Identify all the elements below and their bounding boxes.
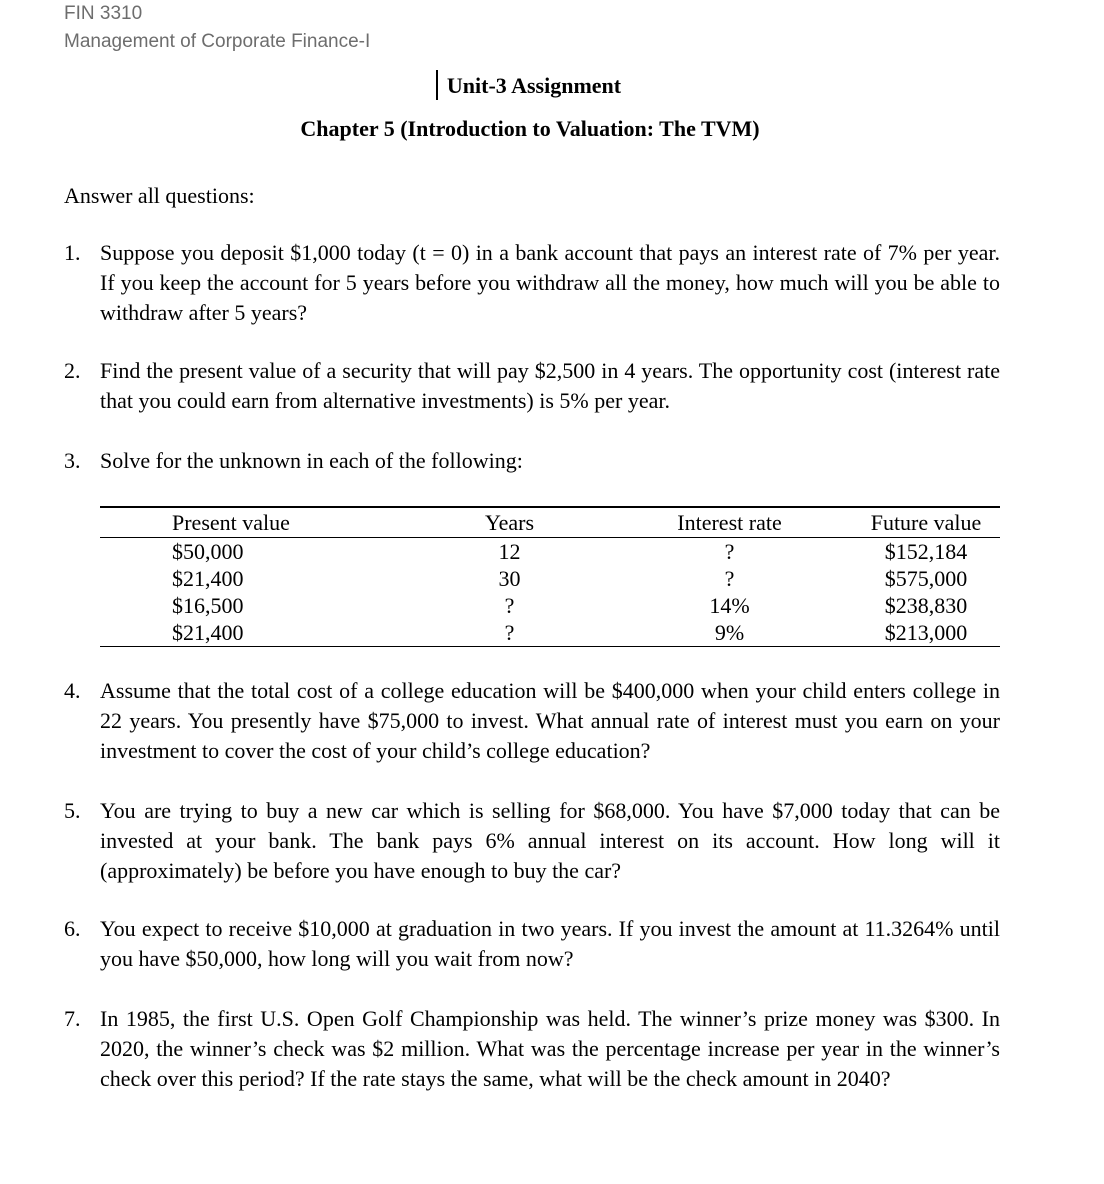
question-number: 2.	[64, 358, 81, 383]
question-4	[64, 676, 1000, 768]
chapter-title: Chapter 5 (Introduction to Valuation: The TVM)	[300, 116, 760, 141]
cell-interest-rate: ?	[724, 566, 735, 591]
header-present-value: Present value	[100, 507, 412, 538]
cell-present-value: $21,400	[172, 566, 244, 591]
tvm-table	[100, 506, 1000, 647]
table-row	[100, 565, 1000, 592]
cell-years: 12	[498, 539, 521, 564]
table-row	[100, 619, 1000, 647]
question-text: In 1985, the first U.S. Open Golf Championship was held. The winner’s prize money was $300. In 2020, the winner’s check was $2 million. What was the percentage increase per year in the winner’s check over this period? If the rate stays the same, what will be the check amount in 2040?	[100, 1006, 1000, 1091]
question-number: 1.	[64, 240, 81, 265]
question-2	[64, 356, 1000, 418]
question-number: 4.	[64, 678, 81, 703]
question-number: 3.	[64, 448, 81, 473]
header-years: Years	[412, 507, 607, 538]
question-text: You are trying to buy a new car which is selling for $68,000. You have $7,000 today that can be invested at your bank. The bank pays 6% annual interest on its account. How long will it (approximately) be before you have enough to buy the car?	[100, 798, 1000, 883]
question-number: 7.	[64, 1006, 81, 1031]
question-text: Solve for the unknown in each of the following:	[100, 448, 523, 473]
cell-interest-rate: 9%	[607, 619, 852, 647]
cell-present-value: $50,000	[172, 539, 244, 564]
question-7	[64, 1004, 1000, 1126]
question-3	[64, 446, 1000, 478]
table-row	[100, 538, 1000, 566]
instructions: Answer all questions:	[64, 183, 255, 208]
question-number: 6.	[64, 916, 81, 941]
cell-years: 30	[498, 566, 521, 591]
question-text: You expect to receive $10,000 at graduation in two years. If you invest the amount at 11.3264% until you have $50,000, how long will you wait from now?	[100, 916, 1000, 971]
question-text: Find the present value of a security that will pay $2,500 in 4 years. The opportunity cost (interest rate that you could earn from alternative investments) is 5% per year.	[100, 358, 1000, 413]
table-header-row	[100, 507, 1000, 538]
cell-years: ?	[412, 619, 607, 647]
cell-future-value: $238,830	[884, 593, 968, 618]
cell-interest-rate: ?	[724, 539, 735, 564]
cell-present-value: $16,500	[172, 593, 244, 618]
question-1	[64, 238, 1000, 330]
unit-title: Unit-3 Assignment	[446, 73, 622, 98]
header-interest-rate: Interest rate	[607, 507, 852, 538]
cell-future-value: $152,184	[884, 539, 968, 564]
cell-interest-rate: 14%	[709, 593, 750, 618]
course-code: FIN 3310	[64, 3, 143, 24]
question-text: Assume that the total cost of a college education will be $400,000 when your child enters college in 22 years. You presently have $75,000 to invest. What annual rate of interest must you earn on your investment to cover the cost of your child’s college education?	[100, 678, 1000, 763]
cell-future-value: $575,000	[884, 566, 968, 591]
cell-future-value: $213,000	[852, 619, 1000, 647]
cell-present-value: $21,400	[100, 619, 412, 647]
header-future-value: Future value	[852, 507, 1000, 538]
table-row	[100, 592, 1000, 619]
question-6	[64, 914, 1000, 976]
course-name: Management of Corporate Finance-I	[64, 31, 371, 52]
question-number: 5.	[64, 798, 81, 823]
question-text: Suppose you deposit $1,000 today (t = 0) in a bank account that pays an interest rate of 7% per year. If you keep the account for 5 years before you withdraw all the money, how much will you be able to withdraw after 5 years?	[100, 240, 1000, 325]
cell-years: ?	[504, 593, 515, 618]
question-5	[64, 796, 1000, 888]
